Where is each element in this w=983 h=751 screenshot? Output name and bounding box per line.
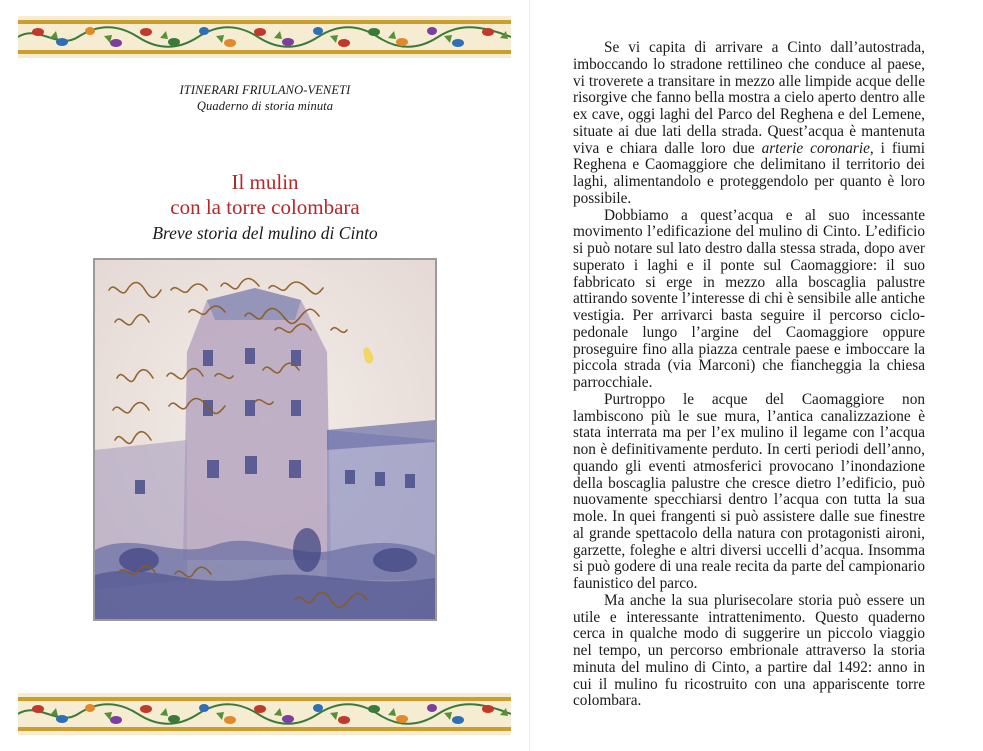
- paragraph-1: [573, 40, 925, 208]
- paragraph-3: Purtroppo le acque del Caomaggiore non lambiscono più le sue mura, l’antica canalizzazione è stata interrata ma per l’ex mulino il legame con l’acqua non è definitivamente perduto. In certi periodi dell’anno, quando gli eventi atmosferici provocano l’inondazione della boscaglia palustre che cresce dietro l’edificio, può nuovamente specchiarsi dentro l’acqua con tutta la sua mole. In quei frangenti si può assistere dalle sue finestre al grande spettacolo della natura con protagonisti aironi, garzette, foleghe e altri diversi uccelli d’acqua. Insomma si può godere di una reale recita da parte del campionario faunistico del parco.: [573, 390, 925, 592]
- book-title-line-1: Il mulin: [231, 170, 299, 194]
- book-title: [0, 170, 530, 220]
- body-text: [573, 40, 925, 710]
- paragraph-2: Dobbiamo a quest’acqua e al suo incessante movimento l’edificazione del mulino di Cinto. L’edificio si può notare sul lato destro dalla stessa strada, dopo aver superato i laghi e il ponte sul Caomaggiore: il suo fabbricato si erge in mezzo alla boscaglia palustre attirando sovente l’interesse di chi è sensibile alle antiche vestigia. Per arrivarci basta seguire il percorso ciclo-pedonale lungo l’argine del Caomaggiore oppure proseguire fino alla piazza centrale paese e imboccare la piccola strada (via Marconi) che fiancheggia la chiesa parrocchiale.: [573, 206, 925, 391]
- book-subtitle: Breve storia del mulino di Cinto: [152, 223, 378, 243]
- mill-tower-drawing: [95, 260, 435, 619]
- paragraph-1-part-b: , i fiumi Reghena e Caomaggiore che delimitano il territorio dei laghi, alimentandolo e proteggendolo per quanto è loro possibile.: [573, 139, 926, 207]
- paragraph-1-part-a: Se vi capita di arrivare a Cinto dall’autostrada, imboccando lo stradone rettilineo che conduce al paese, vi troverete a transitare in mezzo alle limpide acque delle risorgive che fanno bella mostra a cielo aperto dentro alle ex cave, oggi laghi del Parco del Reghena e del Lemene, situate ai due lati della strada. Quest’acqua è mantenuta viva e chiara dalle loro due: [573, 39, 925, 157]
- series-subtitle: Quaderno di storia minuta: [196, 99, 334, 113]
- decorative-border-bottom: [18, 693, 511, 735]
- paragraph-4: Ma anche la sua plurisecolare storia può essere un utile e interessante intrattenimento. Questo quaderno cerca in qualche modo di suggerire un piccolo viaggio nel tempo, un percorso embrionale attraverso la storia minuta del mulino di Cinto, a partire dal 1492: anno in cui il mulino fu ricostruito con una appariscente torre colombara.: [573, 591, 925, 710]
- mill-tower-illustration: [93, 258, 437, 621]
- decorative-border-top: [18, 16, 511, 58]
- book-title-line-2: con la torre colombara: [170, 195, 360, 219]
- series-heading: [0, 82, 530, 114]
- series-title: ITINERARI FRIULANO-VENETI: [179, 83, 351, 97]
- paragraph-1-emphasis: arterie coronarie: [761, 139, 870, 157]
